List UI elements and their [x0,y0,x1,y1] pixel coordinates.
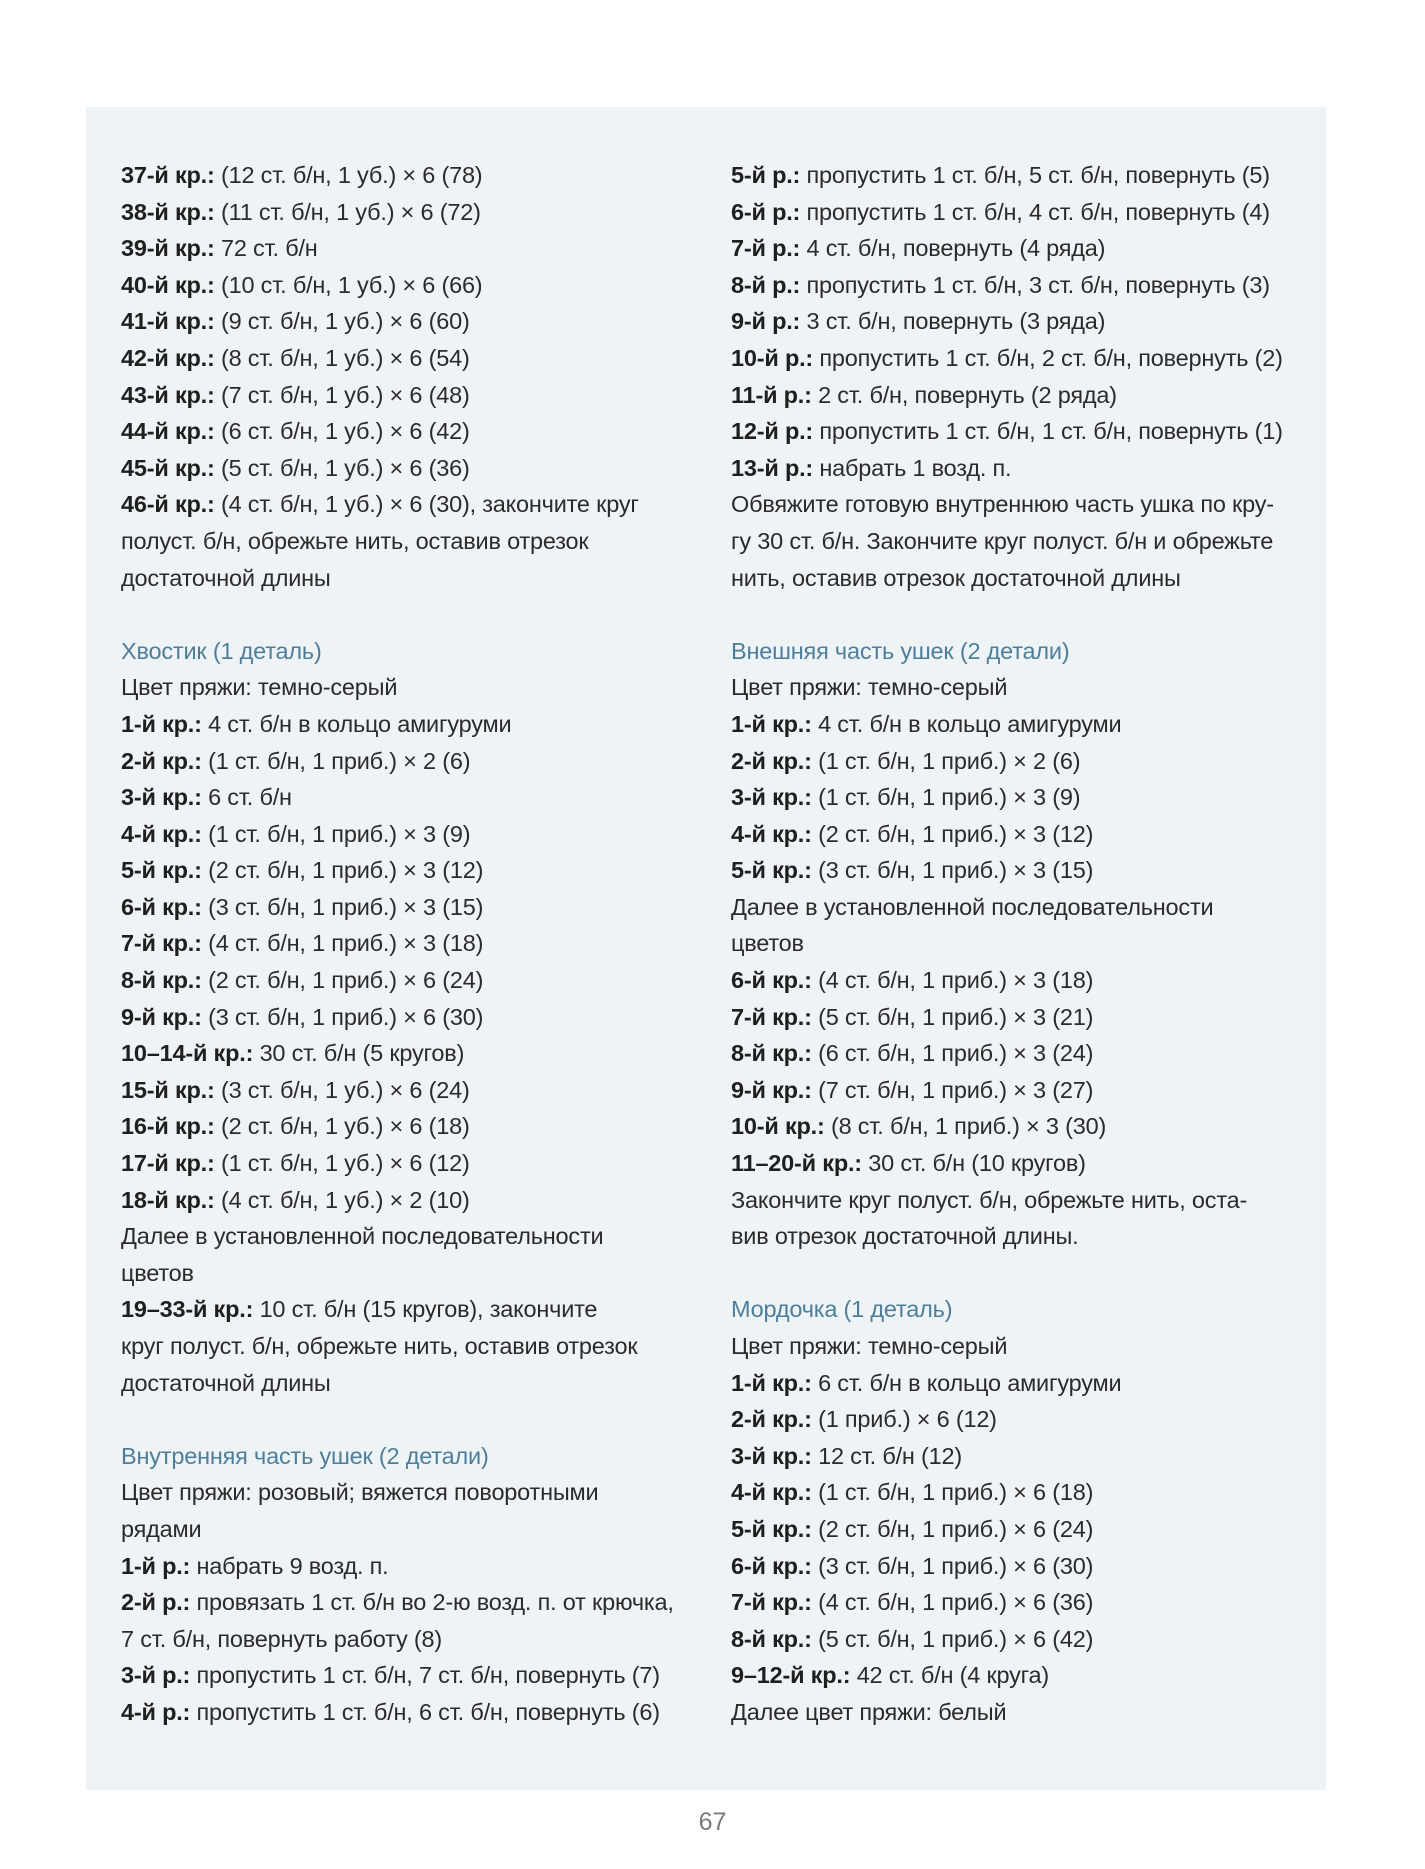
row-label: 3-й кр.: [731,784,812,811]
row-text: (7 ст. б/н, 1 приб.) × 3 (27) [811,1076,1094,1103]
row-text: пропустить 1 ст. б/н, 1 ст. б/н, повернуть (1) [813,418,1283,445]
row-text: пропустить 1 ст. б/н, 2 ст. б/н, повернуть (2) [813,344,1283,371]
row-label: 39-й кр.: [121,235,215,262]
row-label: 41-й кр.: [121,308,215,335]
row-label: 10-й р.: [731,344,814,371]
instruction-row [731,779,1311,816]
instruction-text: Цвет пряжи: темно-серый [121,674,398,701]
instruction-text: цветов [121,1259,194,1286]
row-text: (2 ст. б/н, 1 приб.) × 3 (12) [201,857,484,884]
instruction-row [731,1108,1311,1145]
row-label: 16-й кр.: [121,1113,215,1140]
instruction-text: Цвет пряжи: темно-серый [731,674,1008,701]
row-text: (8 ст. б/н, 1 уб.) × 6 (54) [214,344,470,371]
row-text: 10 ст. б/н (15 кругов), закончите [253,1296,598,1323]
row-label: 8-й кр.: [731,1625,812,1652]
row-label: 4-й р.: [121,1698,191,1725]
row-text: 4 ст. б/н в кольцо амигуруми [201,710,512,737]
row-label: 3-й р.: [121,1662,191,1689]
instruction-row [731,852,1311,889]
row-label: 46-й кр.: [121,491,215,518]
instruction-row [731,377,1311,414]
row-label: 43-й кр.: [121,381,215,408]
row-text: пропустить 1 ст. б/н, 4 ст. б/н, повернуть (4) [800,198,1270,225]
row-text: (6 ст. б/н, 1 приб.) × 3 (24) [811,1040,1094,1067]
row-text: (7 ст. б/н, 1 уб.) × 6 (48) [214,381,470,408]
row-text: (4 ст. б/н, 1 уб.) × 2 (10) [214,1186,470,1213]
instruction-text: цветов [731,930,804,957]
instruction-text: Цвет пряжи: розовый; вяжется поворотными [121,1479,599,1506]
row-label: 37-й кр.: [121,162,215,188]
row-label: 9-й кр.: [731,1076,812,1103]
row-text: (2 ст. б/н, 1 приб.) × 6 (24) [811,1515,1094,1542]
row-label: 12-й р.: [731,418,814,445]
row-text: 6 ст. б/н в кольцо амигуруми [811,1369,1122,1396]
row-text: (5 ст. б/н, 1 приб.) × 3 (21) [811,1003,1094,1030]
instruction-row [731,413,1311,450]
instruction-row [731,816,1311,853]
instruction-row [121,303,701,340]
instruction-text: вив отрезок достаточной длины. [731,1223,1079,1250]
instruction-row [731,1438,1311,1475]
row-label: 42-й кр.: [121,344,215,371]
instruction-row [731,1584,1311,1621]
instruction-row [121,999,701,1036]
instruction-row [731,999,1311,1036]
row-label: 6-й кр.: [731,1552,812,1579]
row-label: 5-й кр.: [121,857,202,884]
row-label: 2-й кр.: [121,747,202,774]
page-number: 67 [698,1808,727,1836]
instruction-row [121,1694,701,1731]
row-label: 2-й кр.: [731,747,812,774]
section-gap [121,596,701,633]
instruction-row [731,267,1311,304]
row-text: (1 ст. б/н, 1 приб.) × 2 (6) [811,747,1081,774]
row-text: провязать 1 ст. б/н во 2-ю возд. п. от крючка, [190,1589,674,1616]
instruction-text: рядами [121,1515,202,1542]
instruction-row [121,1291,701,1328]
row-text: (2 ст. б/н, 1 приб.) × 3 (12) [811,820,1094,847]
row-label: 11–20-й кр.: [731,1150,862,1177]
row-label: 1-й кр.: [731,1369,812,1396]
row-text: набрать 1 возд. п. [813,454,1012,481]
instruction-row [121,706,701,743]
row-text: (4 ст. б/н, 1 приб.) × 3 (18) [811,967,1094,994]
instruction-row [731,1474,1311,1511]
instruction-text: Обвяжите готовую внутреннюю часть ушка по кру- [731,491,1274,518]
instruction-row [121,413,701,450]
instruction-row [731,303,1311,340]
row-text: набрать 9 возд. п. [190,1552,389,1579]
content-panel [86,107,1326,1790]
row-label: 5-й кр.: [731,857,812,884]
row-text: 4 ст. б/н, повернуть (4 ряда) [800,235,1106,262]
instruction-row [121,377,701,414]
instruction-row [731,1145,1311,1182]
left-column [121,157,701,1731]
row-text: 30 ст. б/н (10 кругов) [861,1150,1086,1177]
instruction-row [121,779,701,816]
instruction-text: Цвет пряжи: темно-серый [731,1333,1008,1359]
instruction-text: гу 30 ст. б/н. Закончите круг полуст. б/н и обрежьте [731,527,1274,554]
instruction-row [731,1365,1311,1402]
row-label: 4-й кр.: [121,820,202,847]
row-label: 7-й кр.: [731,1589,812,1616]
instruction-row [121,1584,701,1621]
instruction-text: достаточной длины [121,1369,331,1396]
row-text: (1 ст. б/н, 1 приб.) × 2 (6) [201,747,471,774]
row-label: 4-й кр.: [731,1479,812,1506]
row-label: 38-й кр.: [121,198,215,225]
row-label: 40-й кр.: [121,271,215,298]
row-text: 42 ст. б/н (4 круга) [850,1662,1050,1689]
instruction-row [121,230,701,267]
row-text: (10 ст. б/н, 1 уб.) × 6 (66) [214,271,483,298]
instruction-row [731,1401,1311,1438]
row-label: 13-й р.: [731,454,814,481]
row-label: 5-й кр.: [731,1515,812,1542]
row-text: (1 ст. б/н, 1 приб.) × 6 (18) [811,1479,1094,1506]
row-label: 6-й кр.: [731,967,812,994]
row-text: пропустить 1 ст. б/н, 6 ст. б/н, повернуть (6) [190,1698,660,1725]
instruction-row [731,450,1311,487]
instruction-text: достаточной длины [121,564,331,591]
instruction-row [121,962,701,999]
row-text: 72 ст. б/н [214,235,318,262]
row-text: (9 ст. б/н, 1 уб.) × 6 (60) [214,308,470,335]
row-label: 10–14-й кр.: [121,1040,254,1067]
instruction-row [121,925,701,962]
row-text: (11 ст. б/н, 1 уб.) × 6 (72) [214,198,481,225]
instruction-row [121,486,701,523]
row-text: пропустить 1 ст. б/н, 7 ст. б/н, повернуть (7) [190,1662,660,1689]
instruction-row [121,450,701,487]
section-heading: Внутренняя часть ушек (2 детали) [121,1442,489,1469]
row-text: (4 ст. б/н, 1 приб.) × 3 (18) [201,930,484,957]
row-text: 4 ст. б/н в кольцо амигуруми [811,710,1122,737]
instruction-row [121,194,701,231]
row-label: 44-й кр.: [121,418,215,445]
instruction-row [731,1072,1311,1109]
row-label: 8-й р.: [731,271,801,298]
row-label: 19–33-й кр.: [121,1296,254,1323]
row-label: 1-й кр.: [121,710,202,737]
row-text: (1 приб.) × 6 (12) [811,1406,997,1433]
row-text: (6 ст. б/н, 1 уб.) × 6 (42) [214,418,470,445]
section-heading: Внешняя часть ушек (2 детали) [731,637,1070,664]
row-label: 4-й кр.: [731,820,812,847]
row-label: 3-й кр.: [121,784,202,811]
section-heading: Хвостик (1 деталь) [121,637,322,664]
instruction-text: нить, оставив отрезок достаточной длины [731,564,1181,591]
row-label: 17-й кр.: [121,1150,215,1177]
row-label: 8-й кр.: [731,1040,812,1067]
instruction-text: Далее в установленной последовательности [121,1223,604,1250]
instruction-row [121,816,701,853]
row-label: 2-й кр.: [731,1406,812,1433]
row-label: 3-й кр.: [731,1442,812,1469]
row-label: 8-й кр.: [121,967,202,994]
row-label: 7-й кр.: [731,1003,812,1030]
row-text: (3 ст. б/н, 1 приб.) × 3 (15) [201,893,484,920]
instruction-row [731,340,1311,377]
row-text: (3 ст. б/н, 1 уб.) × 6 (24) [214,1076,470,1103]
row-label: 15-й кр.: [121,1076,215,1103]
row-text: (12 ст. б/н, 1 уб.) × 6 (78) [214,162,483,188]
section-gap [731,596,1311,633]
row-label: 11-й р.: [731,381,812,408]
row-text: (8 ст. б/н, 1 приб.) × 3 (30) [824,1113,1107,1140]
row-text: 30 ст. б/н (5 кругов) [253,1040,465,1067]
instruction-row [731,157,1311,194]
row-text: (2 ст. б/н, 1 приб.) × 6 (24) [201,967,484,994]
instruction-row [121,157,701,194]
row-label: 10-й кр.: [731,1113,825,1140]
instruction-row [121,340,701,377]
instruction-row [121,889,701,926]
row-text: 2 ст. б/н, повернуть (2 ряда) [811,381,1117,408]
instruction-row [121,852,701,889]
instruction-row [121,1108,701,1145]
instruction-text: круг полуст. б/н, обрежьте нить, оставив отрезок [121,1333,638,1359]
instruction-row [731,743,1311,780]
instruction-row [731,962,1311,999]
instruction-row [731,1035,1311,1072]
section-gap [121,1401,701,1438]
row-text: (1 ст. б/н, 1 приб.) × 3 (9) [201,820,471,847]
row-label: 1-й р.: [121,1552,191,1579]
row-label: 18-й кр.: [121,1186,215,1213]
instruction-row [731,706,1311,743]
instruction-text: Далее в установленной последовательности [731,893,1214,920]
instruction-text: Закончите круг полуст. б/н, обрежьте нить, оста- [731,1186,1248,1213]
row-text: (1 ст. б/н, 1 уб.) × 6 (12) [214,1150,470,1177]
instruction-row [121,1182,701,1219]
instruction-row [731,1657,1311,1694]
row-label: 2-й р.: [121,1589,191,1616]
row-text: (3 ст. б/н, 1 приб.) × 6 (30) [201,1003,484,1030]
instruction-row [121,1145,701,1182]
section-heading: Мордочка (1 деталь) [731,1296,953,1323]
row-label: 45-й кр.: [121,454,215,481]
row-label: 1-й кр.: [731,710,812,737]
instruction-row [121,1548,701,1585]
instruction-row [731,194,1311,231]
row-text: (4 ст. б/н, 1 приб.) × 6 (36) [811,1589,1094,1616]
instruction-text: 7 ст. б/н, повернуть работу (8) [121,1625,442,1652]
row-text: пропустить 1 ст. б/н, 5 ст. б/н, повернуть (5) [800,162,1270,188]
row-text: 3 ст. б/н, повернуть (3 ряда) [800,308,1106,335]
instruction-text: Далее цвет пряжи: белый [731,1698,1007,1725]
instruction-row [121,1072,701,1109]
instruction-row [121,267,701,304]
instruction-row [731,1548,1311,1585]
row-text: (5 ст. б/н, 1 уб.) × 6 (36) [214,454,470,481]
section-gap [731,1255,1311,1292]
instruction-row [731,1511,1311,1548]
instruction-row [731,1621,1311,1658]
row-label: 6-й кр.: [121,893,202,920]
instruction-row [121,1657,701,1694]
row-text: (5 ст. б/н, 1 приб.) × 6 (42) [811,1625,1094,1652]
right-column [731,157,1311,1731]
row-label: 7-й р.: [731,235,801,262]
row-text: (2 ст. б/н, 1 уб.) × 6 (18) [214,1113,470,1140]
instruction-row [121,1035,701,1072]
row-label: 9-й р.: [731,308,801,335]
row-label: 6-й р.: [731,198,801,225]
row-text: (3 ст. б/н, 1 приб.) × 3 (15) [811,857,1094,884]
instruction-row [121,743,701,780]
row-text: пропустить 1 ст. б/н, 3 ст. б/н, повернуть (3) [800,271,1270,298]
row-text: (3 ст. б/н, 1 приб.) × 6 (30) [811,1552,1094,1579]
row-text: (4 ст. б/н, 1 уб.) × 6 (30), закончите круг [214,491,639,518]
instruction-text: полуст. б/н, обрежьте нить, оставив отрезок [121,527,589,554]
instruction-row [731,230,1311,267]
row-label: 7-й кр.: [121,930,202,957]
row-label: 9-й кр.: [121,1003,202,1030]
row-label: 9–12-й кр.: [731,1662,851,1689]
row-text: 12 ст. б/н (12) [811,1442,962,1469]
row-text: (1 ст. б/н, 1 приб.) × 3 (9) [811,784,1081,811]
row-label: 5-й р.: [731,162,801,188]
row-text: 6 ст. б/н [201,784,292,811]
